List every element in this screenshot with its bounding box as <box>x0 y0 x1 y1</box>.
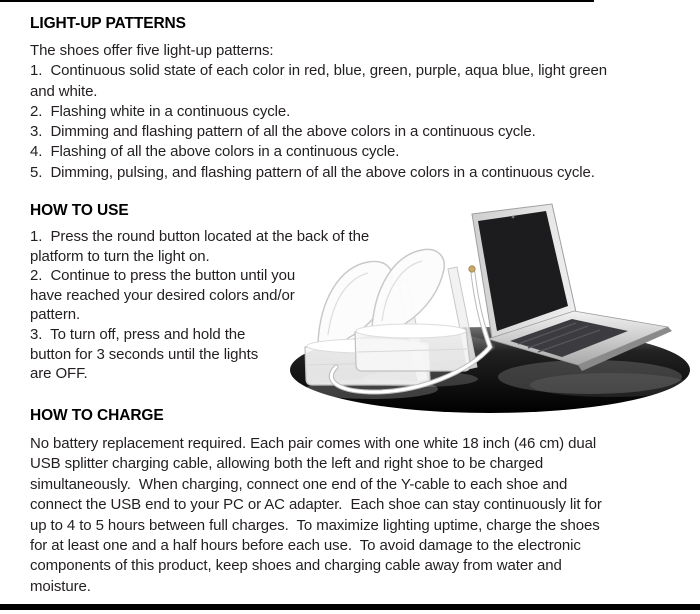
how-to-use-steps <box>30 227 369 384</box>
how-to-charge-paragraph <box>30 434 602 597</box>
charge-line: USB splitter charging cable, allowing both the left and right shoe to be charged <box>30 455 544 473</box>
charge-line: moisture. <box>30 577 91 595</box>
pattern-item-line: 2. Flashing white in a continuous cycle. <box>30 102 291 120</box>
patterns-heading: LIGHT-UP PATTERNS <box>30 15 186 32</box>
step-line: platform to turn the light on. <box>30 247 210 265</box>
how-to-charge-heading: HOW TO CHARGE <box>30 407 164 424</box>
charge-line: No battery replacement required. Each pair comes with one white 18 inch (46 cm) dual <box>30 435 597 452</box>
step-line: have reached your desired colors and/or <box>30 286 295 304</box>
step-line: 1. Press the round button located at the back of the <box>30 228 370 245</box>
step-line: are OFF. <box>30 365 88 383</box>
pattern-item-line: 1. Continuous solid state of each color in red, blue, green, purple, aqua blue, light green <box>30 62 608 80</box>
webcam-dot <box>512 216 515 219</box>
step-line: pattern. <box>30 306 81 324</box>
charge-line: simultaneously. When charging, connect one end of the Y-cable to each shoe and <box>30 475 568 493</box>
charge-line: for at least one and a half hours before each use. To avoid damage to the electronic <box>30 537 581 555</box>
pattern-item-line: 4. Flashing of all the above colors in a continuous cycle. <box>30 143 400 161</box>
bottom-rule <box>0 604 700 610</box>
charge-line: up to 4 to 5 hours between full charges. To maximize lighting uptime, charge the shoes <box>30 516 600 534</box>
step-line: button for 3 seconds until the lights <box>30 345 259 363</box>
pattern-item-line: 3. Dimming and flashing pattern of all the above colors in a continuous cycle. <box>30 123 536 141</box>
cable-connector-tip <box>469 266 475 272</box>
patterns-intro: The shoes offer five light-up patterns: <box>30 42 274 59</box>
pattern-item-line: and white. <box>30 82 98 100</box>
charge-line: components of this product, keep shoes and charging cable away from water and <box>30 557 562 575</box>
pattern-item-line: 5. Dimming, pulsing, and flashing pattern of all the above colors in a continuous cycle. <box>30 163 595 181</box>
step-line: 3. To turn off, press and hold the <box>30 325 246 343</box>
how-to-use-heading: HOW TO USE <box>30 202 129 219</box>
step-line: 2. Continue to press the button until you <box>30 267 296 285</box>
charge-line: connect the USB end to your PC or AC adapter. Each shoe can stay continuously lit for <box>30 496 602 514</box>
top-rule <box>0 0 594 2</box>
patterns-list <box>30 41 607 183</box>
